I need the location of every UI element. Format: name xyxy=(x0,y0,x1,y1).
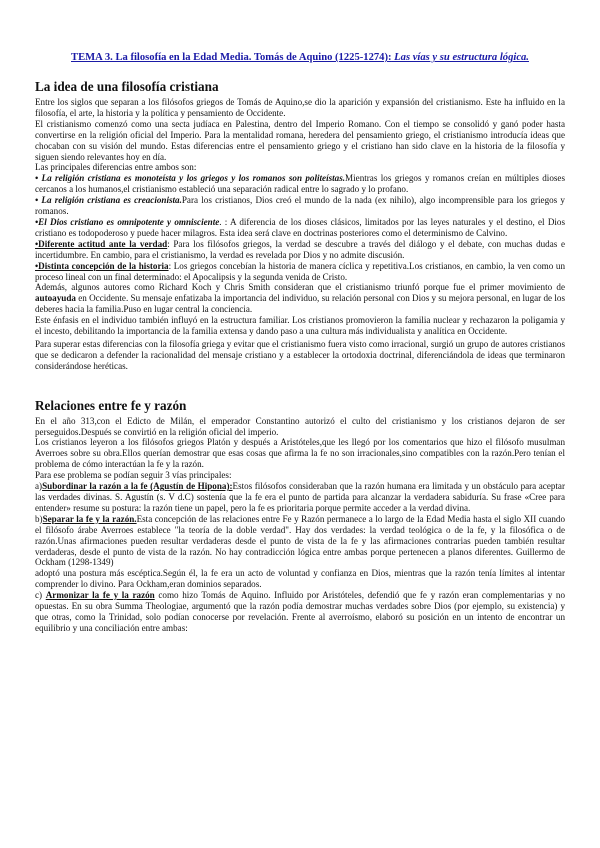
bullet-text: : Los griegos concebían la historia de manera cíclica y repetitiva.Los cristianos, en cambio, la ven como un proceso lineal con un final determinado: el Apocalipsis y la segunda venida de Cristo. xyxy=(35,260,566,282)
item-prefix: a) xyxy=(35,481,43,492)
item-text: Esta concepción de las relaciones entre Fe y Razón permanece a lo largo de la Edad Media hasta el siglo XII cuando el filósofo árabe Averroes establece "la teoría de la doble verdad". Hay dos verdades: la verdad teológica o de la fe, y la filosófica o de razón.Unas afirmaciones pueden resultar verdaderas desde el punto de vista de la fe y las afirmaciones contrarias pueden también resultar verdaderas, desde el punto de vista de la razón. No hay contradicción lógica entre ambas porque pertenecen a planos diferentes. Guillermo de Ockham (1298-1349) xyxy=(35,513,565,568)
paragraph: Los cristianos leyeron a los filósofos griegos Platón y después a Aristóteles,que les llegó por los comentarios que hizo el filósofo musulman Averroes sobre su obra.Ellos querían demostrar que esas cosas que afirma la fe no son irracionales,sino compatibles con la razón.Pero tenían el problema de cómo interactúan la fe y la razón. xyxy=(35,437,565,470)
bullet-verdad xyxy=(35,239,565,261)
item-lead: Separar la fe y la razón. xyxy=(42,513,137,524)
paragraph: Este énfasis en el individuo también influyó en la estructura familiar. Los cristianos promovieron la familia nuclear y rechazaron la poligamia y el incesto, debilitando la importancia de la familia extensa y dando paso a una cultura más individualista y analítica en Occidente. xyxy=(35,315,565,337)
text-run: Además, algunos autores como Richard Koch y Chris Smith consideran que el cristianismo triunfó porque fue el primer movimiento de xyxy=(35,282,565,293)
bullet-lead: • La religión cristiana es creacionista. xyxy=(35,195,182,206)
item-c xyxy=(35,590,565,634)
item-text: Estos filósofos consideraban que la razón humana era limitada y un obstáculo para aceptar las verdades divinas. S. Agustín (s. V d.C) sostenía que la fe era el punto de partida para alcanzar la verdadera sabiduría. Su frase «Cree para entender» resume su postura: la razón tiene un papel, pero la fe es prioritaria porque permite acceder a la verdad divina. xyxy=(35,481,566,513)
bullet-lead: •Distinta concepción de la historia xyxy=(35,260,169,271)
bullet-text: Mientras los griegos y romanos creían en múltiples dioses cercanos a los humanos,el cristianismo estableció una separación radical entre lo sagrado y lo profano. xyxy=(35,173,565,195)
bullet-lead: •El Dios cristiano es omnipotente y omnisciente xyxy=(35,216,220,227)
title-main: TEMA 3. La filosofía en la Edad Media. Tomás de Aquino (1225-1274): xyxy=(71,52,392,63)
section-heading-fe-y-razon: Relaciones entre fe y razón xyxy=(35,397,187,413)
paragraph: Para superar estas diferencias con la filosofía griega y evitar que el cristianismo fuera visto como irracional, surgió un grupo de autores cristianos que se dedicaron a defender la racionalidad del mensaje cristiano y a establecer la ortodoxia doctrinal, diferenciándola de ideas que terminaron considerándose heréticas. xyxy=(35,338,565,371)
item-lead: Subordinar la razón a la fe (Agustín de Hipona): xyxy=(42,481,233,492)
item-prefix: b) xyxy=(35,513,43,524)
paragraph: Entre los siglos que separan a los filósofos griegos de Tomás de Aquino,se dio la aparición y expansión del cristianismo. Este ha influido en la filosofía, el arte, la historia y la política y pensamiento de Occidente. xyxy=(35,97,565,118)
document-page xyxy=(35,52,565,634)
bullet-text: . : A diferencia de los dioses clásicos, limitados por las leyes naturales y el destino, el Dios cristiano es todopoderoso y puede hacer milagros. Esta idea será clave en doctrinas posteriores como el determinismo de Calvino. xyxy=(35,216,565,238)
paragraph: Las principales diferencias entre ambos son: xyxy=(35,162,197,173)
paragraph: El cristianismo comenzó como una secta judíaca en Palestina, dentro del Imperio Romano. Con el tiempo se consolidó y ganó poder hasta convertirse en la religión oficial del Imperio. Para la mentalidad romana, heredera del pensamiento griego, el cristianismo introducía ideas que chocaban con su visión del mundo. Estas diferencias entre el pensamiento griego y el cristiano han sido clave en la historia de la filosofía y siguen siendo relevantes hoy en día. xyxy=(35,118,565,162)
item-prefix: c) xyxy=(35,590,46,601)
bullet-lead: • La religión cristiana es monoteísta y los griegos y los romanos son politeístas. xyxy=(35,173,346,184)
item-b xyxy=(35,514,565,569)
paragraph: Para ese problema se podían seguir 3 vías principales: xyxy=(35,470,232,481)
bullet-creacionismo xyxy=(35,195,565,217)
text-run: en Occidente. Su mensaje enfatizaba la importancia del individuo, su relación personal con Dios y su mejora personal, en lugar de los deberes hacia la familia.Puso en lugar central la conciencia. xyxy=(35,293,565,315)
bullet-historia xyxy=(35,261,565,283)
spacer xyxy=(35,372,565,398)
paragraph: En el año 313,con el Edicto de Milán, el emperador Constantino autorizó el culto del cristianismo y los cristianos dejaron de ser perseguidos.Después se convirtió en la religión oficial del imperio. xyxy=(35,415,565,437)
item-lead: Armonizar la fe y la razón xyxy=(45,590,155,601)
bold-term: autoayuda xyxy=(35,293,76,304)
item-text: como hizo Tomás de Aquino. Influido por Aristóteles, defendió que fe y razón eran complementarias y no opuestas. En su obra Summa Theologiae, argumentó que la razón podía demostrar muchas verdades sobre Dios (por ejemplo, su existencia) y que otras, como la Trinidad, solo podían conocerse por revelación. Frente al averroísmo, elaboró su posición en un intento de encontrar un equilibrio y una conciliación entre ambas: xyxy=(35,590,565,633)
bullet-text: Para los cristianos, Dios creó el mundo de la nada (ex nihilo), algo incomprensible para los griegos y romanos. xyxy=(35,195,565,217)
item-a xyxy=(35,481,565,514)
title-subtitle: Las vías y su estructura lógica. xyxy=(391,52,529,63)
document-title xyxy=(35,52,565,63)
bullet-text: : Para los filósofos griegos, la verdad se descubre a través del diálogo y el debate, con muchas dudas e incertidumbre. En cambio, para el cristianismo, la verdad es revelada por Dios y no admite discusión. xyxy=(35,238,565,260)
bullet-lead: •Diferente actitud ante la verdad xyxy=(35,238,168,249)
section-heading-filosofia-cristiana: La idea de una filosofía cristiana xyxy=(35,79,219,94)
bullet-omnipotente xyxy=(35,217,565,239)
paragraph-autoayuda xyxy=(35,282,565,315)
paragraph: adoptó una postura más escéptica.Según él, la fe era un acto de voluntad y confianza en Dios, mientras que la razón tenía límites al intentar comprender lo divino. Para Ockham,eran dominios separados. xyxy=(35,568,565,590)
bullet-monoteismo xyxy=(35,173,565,195)
